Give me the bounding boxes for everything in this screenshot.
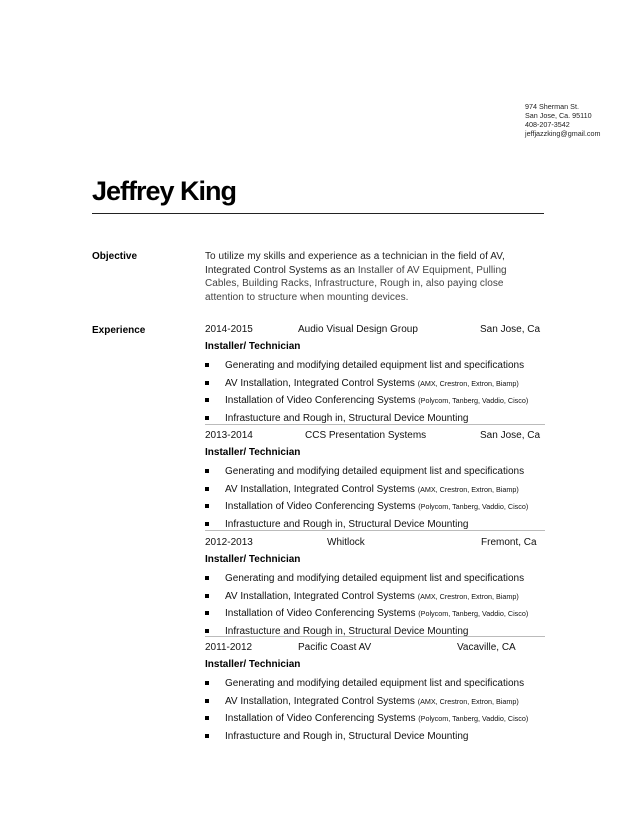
bullet-text: AV Installation, Integrated Control Systems [225,377,418,389]
job-entry [205,642,545,747]
job-years: 2014-2015 [205,324,253,335]
list-item [205,625,545,643]
resume-name: Jeffrey King [92,176,237,206]
bullet-square-icon [205,681,209,685]
job-header [205,324,545,338]
job-entry [205,324,545,429]
bullet-square-icon [205,487,209,491]
list-item [205,500,545,518]
list-item [205,677,545,695]
contact-city: San Jose, Ca. 95110 [525,111,592,120]
list-item [205,377,545,395]
list-item [205,730,545,748]
job-years: 2013-2014 [205,430,253,441]
objective-text [205,250,535,304]
bullet-square-icon [205,699,209,703]
objective-label: Objective [92,251,138,262]
job-bullet-list [205,677,545,747]
bullet-text: Infrastucture and Rough in, Structural Device Mounting [225,518,469,530]
bullet-square-icon [205,734,209,738]
job-location: San Jose, Ca [480,430,541,441]
job-company: Whitlock [327,537,365,548]
list-item [205,518,545,536]
job-title: Installer/ Technician [205,554,301,565]
job-company: Pacific Coast AV [298,642,372,653]
bullet-note: (AMX, Crestron, Extron, Biamp) [417,484,519,494]
job-bullet-list [205,359,545,429]
bullet-square-icon [205,594,209,598]
bullet-note: (Polycom, Tanberg, Vaddio, Cisco) [418,396,529,405]
job-title: Installer/ Technician [205,447,301,458]
list-item [205,465,545,483]
bullet-square-icon [205,576,209,580]
job-title: Installer/ Technician [205,659,301,670]
list-item [205,359,545,377]
bullet-note: (AMX, Crestron, Extron, Biamp) [417,378,519,388]
job-title: Installer/ Technician [205,341,301,352]
bullet-text: Generating and modifying detailed equipment list and specifications [225,466,525,477]
bullet-text: AV Installation, Integrated Control Systems [225,695,418,707]
list-item [205,394,545,412]
bullet-square-icon [205,469,209,473]
job-company: Audio Visual Design Group [298,324,418,335]
bullet-note: (AMX, Crestron, Extron, Biamp) [417,696,519,706]
job-bullet-list [205,465,545,535]
job-years: 2011-2012 [205,642,253,653]
bullet-square-icon [205,611,209,615]
bullet-square-icon [205,398,209,402]
contact-street: 974 Sherman St. [525,102,579,111]
bullet-text: Infrastucture and Rough in, Structural Device Mounting [225,625,469,637]
job-header [205,537,545,551]
experience-label: Experience [92,325,146,336]
bullet-square-icon [205,381,209,385]
contact-email[interactable]: jeffjazzking@gmail.com [525,129,601,138]
list-item [205,695,545,713]
bullet-note: (Polycom, Tanberg, Vaddio, Cisco) [418,609,529,618]
bullet-text: Installation of Video Conferencing Systems [225,501,419,512]
job-divider [205,424,545,425]
bullet-square-icon [205,363,209,367]
job-header [205,642,545,656]
bullet-text: Installation of Video Conferencing Systems [225,608,419,619]
job-entry [205,537,545,642]
job-location: Fremont, Ca [481,537,537,548]
objective-text-part2: Installer of AV Equipment, Pulling Cables, Building Racks, Infrastructure, Rough in, also paying close attention to structure when mounting devices. [205,264,507,303]
bullet-text: Infrastucture and Rough in, Structural Device Mounting [225,412,469,424]
bullet-square-icon [205,522,209,526]
bullet-note: (Polycom, Tanberg, Vaddio, Cisco) [418,714,529,723]
job-years: 2012-2013 [205,537,253,548]
list-item [205,572,545,590]
job-company: CCS Presentation Systems [305,430,427,441]
bullet-square-icon [205,504,209,508]
contact-block [525,102,600,138]
job-location: Vacaville, CA [457,642,516,653]
bullet-square-icon [205,629,209,633]
job-bullet-list [205,572,545,642]
job-divider [205,636,545,637]
bullet-text: Generating and modifying detailed equipment list and specifications [225,573,525,584]
bullet-text: Generating and modifying detailed equipment list and specifications [225,360,525,371]
job-location: San Jose, Ca [480,324,541,335]
header-rule [92,213,544,214]
list-item [205,590,545,608]
job-entry [205,430,545,535]
job-divider [205,530,545,531]
bullet-note: (Polycom, Tanberg, Vaddio, Cisco) [418,502,529,511]
contact-phone: 408-207-3542 [525,120,570,129]
bullet-text: Installation of Video Conferencing Systems [225,713,419,724]
list-item [205,483,545,501]
bullet-square-icon [205,716,209,720]
list-item [205,412,545,430]
list-item [205,607,545,625]
bullet-text: Infrastucture and Rough in, Structural Device Mounting [225,730,469,742]
list-item [205,712,545,730]
job-header [205,430,545,444]
bullet-text: Generating and modifying detailed equipment list and specifications [225,678,525,689]
bullet-note: (AMX, Crestron, Extron, Biamp) [417,591,519,601]
bullet-text: Installation of Video Conferencing Systems [225,395,419,406]
objective-text-part1: To utilize my skills and experience as a technician in the field of AV, Integrated Control Systems as an [205,251,505,276]
bullet-square-icon [205,416,209,420]
bullet-text: AV Installation, Integrated Control Systems [225,483,418,495]
bullet-text: AV Installation, Integrated Control Systems [225,590,418,602]
